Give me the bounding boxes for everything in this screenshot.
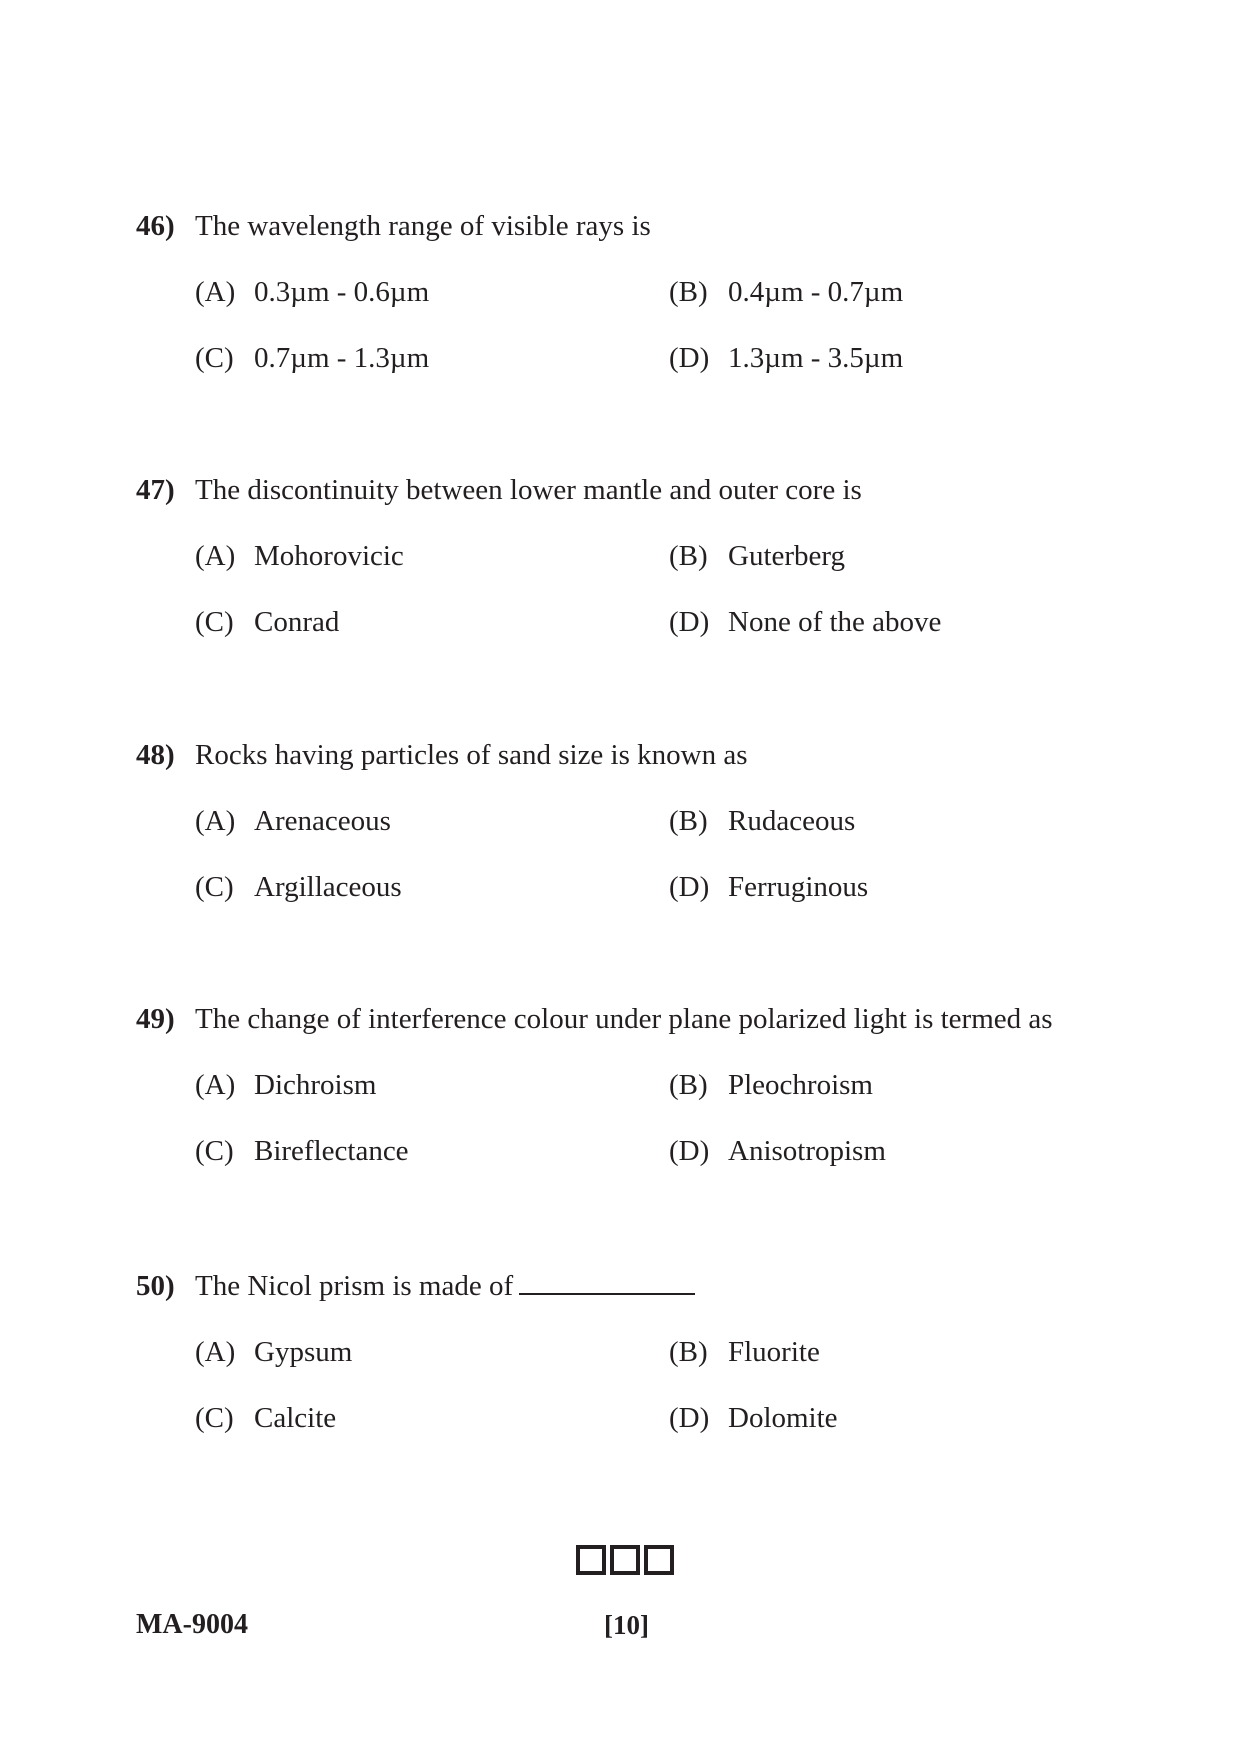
option-d	[669, 869, 868, 905]
question-46	[136, 208, 1116, 406]
option-letter: (C)	[195, 606, 234, 638]
option-text: Anisotropism	[728, 1135, 886, 1167]
option-letter: (A)	[195, 276, 236, 308]
question-stem	[136, 208, 1116, 244]
option-b	[669, 1334, 820, 1370]
question-stem	[136, 472, 1116, 508]
question-stem	[136, 1265, 1116, 1304]
question-49	[136, 1001, 1116, 1199]
options-grid	[195, 538, 1116, 670]
option-text: Pleochroism	[728, 1069, 873, 1101]
question-text: The wavelength range of visible rays is	[195, 210, 651, 242]
options-grid	[195, 1067, 1116, 1199]
option-text: Conrad	[254, 606, 340, 638]
options-grid	[195, 803, 1116, 935]
option-text: 0.4µm - 0.7µm	[728, 276, 904, 308]
option-letter: (B)	[669, 540, 708, 572]
option-d	[669, 604, 941, 640]
option-a	[195, 274, 429, 310]
option-c	[195, 1133, 409, 1169]
option-d	[669, 1133, 886, 1169]
question-text: The discontinuity between lower mantle and outer core is	[195, 474, 862, 506]
square-icon	[644, 1545, 674, 1575]
option-text: Guterberg	[728, 540, 846, 572]
square-icon	[610, 1545, 640, 1575]
option-letter: (A)	[195, 1069, 236, 1101]
question-text: The Nicol prism is made of	[195, 1270, 514, 1302]
question-50	[136, 1265, 1116, 1466]
question-48	[136, 737, 1116, 935]
option-text: None of the above	[728, 606, 942, 638]
question-number: 50)	[136, 1270, 175, 1302]
option-text: Ferruginous	[728, 871, 869, 903]
option-d	[669, 340, 903, 376]
option-letter: (D)	[669, 1402, 710, 1434]
option-letter: (B)	[669, 276, 708, 308]
question-number: 49)	[136, 1003, 175, 1035]
option-text: 0.7µm - 1.3µm	[254, 342, 430, 374]
question-text: The change of interference colour under plane polarized light is termed as	[195, 1003, 1053, 1035]
option-text: Gypsum	[254, 1336, 353, 1368]
option-b	[669, 538, 845, 574]
option-c	[195, 1400, 336, 1436]
option-c	[195, 340, 429, 376]
option-letter: (C)	[195, 871, 234, 903]
option-c	[195, 604, 339, 640]
option-d	[669, 1400, 838, 1436]
option-b	[669, 803, 855, 839]
question-47	[136, 472, 1116, 670]
option-b	[669, 1067, 873, 1103]
option-text: Dolomite	[728, 1402, 838, 1434]
option-text: Calcite	[254, 1402, 337, 1434]
option-text: Bireflectance	[254, 1135, 409, 1167]
option-letter: (C)	[195, 342, 234, 374]
options-grid	[195, 274, 1116, 406]
option-a	[195, 803, 391, 839]
option-a	[195, 538, 404, 574]
option-b	[669, 274, 903, 310]
option-letter: (B)	[669, 1069, 708, 1101]
question-number: 48)	[136, 739, 175, 771]
option-text: Mohorovicic	[254, 540, 404, 572]
option-letter: (C)	[195, 1135, 234, 1167]
page-number: [10]	[604, 1610, 649, 1640]
option-a	[195, 1334, 352, 1370]
option-c	[195, 869, 402, 905]
option-text: Fluorite	[728, 1336, 820, 1368]
option-letter: (A)	[195, 805, 236, 837]
option-text: Rudaceous	[728, 805, 856, 837]
question-stem	[136, 737, 1116, 773]
question-text: Rocks having particles of sand size is known as	[195, 739, 748, 771]
option-text: Argillaceous	[254, 871, 402, 903]
option-letter: (D)	[669, 871, 710, 903]
square-icon	[576, 1545, 606, 1575]
paper-code: MA-9004	[136, 1609, 248, 1640]
question-number: 47)	[136, 474, 175, 506]
option-letter: (D)	[669, 1135, 710, 1167]
question-stem	[136, 1001, 1116, 1037]
option-text: Arenaceous	[254, 805, 391, 837]
option-text: 1.3µm - 3.5µm	[728, 342, 904, 374]
option-letter: (A)	[195, 540, 236, 572]
question-number: 46)	[136, 210, 175, 242]
options-grid	[195, 1334, 1116, 1466]
option-letter: (D)	[669, 342, 710, 374]
option-text: Dichroism	[254, 1069, 377, 1101]
end-of-paper-marker	[576, 1545, 676, 1575]
option-letter: (D)	[669, 606, 710, 638]
option-letter: (A)	[195, 1336, 236, 1368]
option-letter: (C)	[195, 1402, 234, 1434]
option-text: 0.3µm - 0.6µm	[254, 276, 430, 308]
option-letter: (B)	[669, 1336, 708, 1368]
answer-blank	[519, 1265, 695, 1295]
option-letter: (B)	[669, 805, 708, 837]
option-a	[195, 1067, 376, 1103]
